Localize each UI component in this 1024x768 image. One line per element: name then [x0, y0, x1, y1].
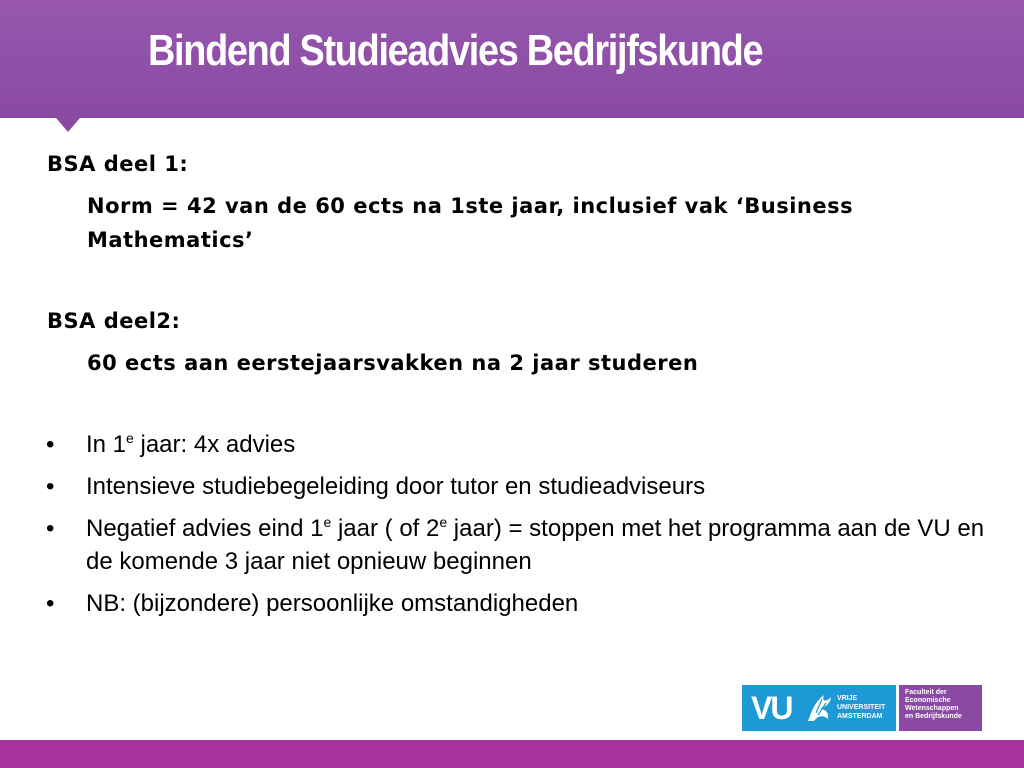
griffin-emblem-icon: [804, 691, 834, 725]
section-body-bsa-1: Norm = 42 van de 60 ects na 1ste jaar, inclusief vak ‘Business Mathematics’: [87, 194, 854, 252]
bullet-item: [46, 470, 986, 503]
bullet-item: [46, 587, 986, 620]
bullet-dot: •: [46, 431, 55, 458]
footer-bar: [0, 740, 1024, 768]
bullet-item: [46, 428, 986, 461]
vu-logo-letters: VU: [751, 690, 792, 726]
faculty-name: Faculteit der Economische Wetenschappen en Bedrijfskunde: [905, 689, 962, 720]
faculty-badge: [899, 685, 982, 731]
title-bar: [0, 0, 1024, 118]
bullet-dot: •: [46, 473, 55, 500]
section-heading-bsa-2: BSA deel2:: [47, 309, 181, 333]
slide-title: Bindend Studieadvies Bedrijfskunde: [148, 26, 763, 75]
university-name: VRIJE UNIVERSITEIT AMSTERDAM: [837, 695, 886, 720]
bullet-item: [46, 512, 986, 578]
bullet-text: NB: (bijzondere) persoonlijke omstandigheden: [86, 590, 579, 617]
section-heading-bsa-1: BSA deel 1:: [47, 152, 189, 176]
section-body-bsa-2: 60 ects aan eerstejaarsvakken na 2 jaar studeren: [87, 351, 699, 375]
vu-logo: [742, 685, 896, 731]
bullet-dot: •: [46, 590, 55, 617]
bullet-text: Intensieve studiebegeleiding door tutor en studieadviseurs: [86, 473, 706, 500]
bullet-list: [46, 428, 986, 629]
bullet-dot: •: [46, 515, 55, 542]
bullet-text: In 1e jaar: 4x advies: [86, 430, 296, 458]
title-pointer: [56, 118, 80, 132]
bullet-text: Negatief advies eind 1e jaar ( of 2e jaar) = stoppen met het programma aan de VU en de komende 3 jaar niet opnieuw beginnen: [86, 514, 985, 575]
vu-faculty-logo: [742, 685, 982, 731]
